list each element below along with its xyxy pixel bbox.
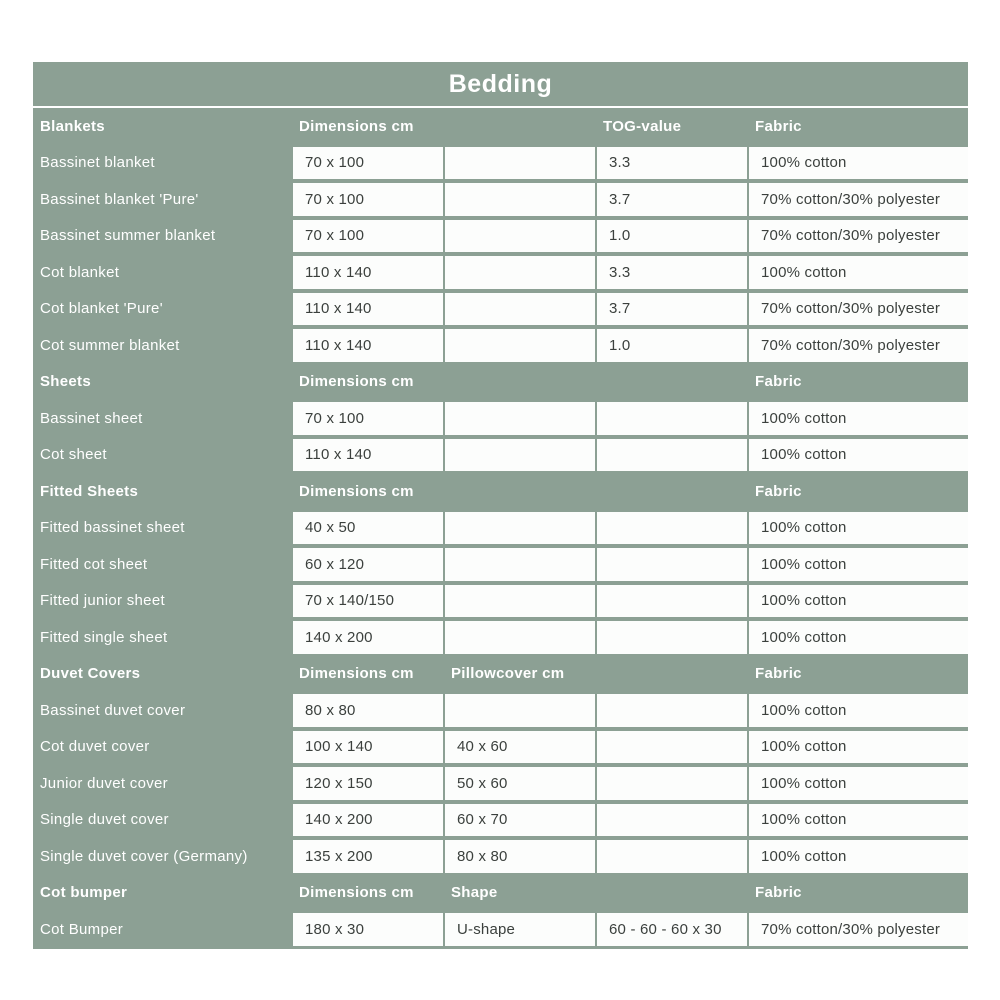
- table-cell: 70 x 100: [293, 147, 443, 180]
- table-cell: 110 x 140: [293, 439, 443, 472]
- column-header: Dimensions cm: [299, 884, 414, 902]
- column-header: Fabric: [755, 373, 802, 391]
- table-cell: [597, 512, 747, 545]
- table-row: [33, 181, 968, 218]
- section-header-fitted-sheets: [33, 473, 968, 510]
- table-cell: [445, 256, 595, 289]
- table-cell: 100% cotton: [749, 731, 968, 764]
- column-header: Fabric: [755, 117, 802, 135]
- section-title: Sheets: [40, 373, 91, 391]
- table-cell: 70 x 140/150: [293, 585, 443, 618]
- table-row: [33, 838, 968, 875]
- row-label: Single duvet cover (Germany): [40, 847, 248, 865]
- column-header: [597, 656, 747, 693]
- row-label: Fitted bassinet sheet: [40, 519, 185, 537]
- table-cell: [445, 183, 595, 216]
- column-header: TOG-value: [603, 117, 682, 135]
- table-cell: 100% cotton: [749, 147, 968, 180]
- table-cell: [597, 402, 747, 435]
- row-label: Bassinet blanket 'Pure': [40, 190, 199, 208]
- bedding-table: [33, 62, 968, 949]
- table-cell: 60 x 120: [293, 548, 443, 581]
- table-cell: 60 x 70: [445, 804, 595, 837]
- table-cell: 1.0: [597, 329, 747, 362]
- column-header: [445, 473, 595, 510]
- table-cell: 100% cotton: [749, 256, 968, 289]
- table-row: [33, 437, 968, 474]
- table-cell: 140 x 200: [293, 804, 443, 837]
- table-cell: 70% cotton/30% polyester: [749, 183, 968, 216]
- table-row: [33, 218, 968, 255]
- table-cell: 70 x 100: [293, 220, 443, 253]
- table-row: [33, 400, 968, 437]
- table-cell: [445, 548, 595, 581]
- column-header: Fabric: [755, 665, 802, 683]
- table-cell: 110 x 140: [293, 256, 443, 289]
- table-cell: [445, 402, 595, 435]
- table-row: [33, 802, 968, 839]
- table-cell: 100% cotton: [749, 804, 968, 837]
- table-cell: [597, 548, 747, 581]
- table-cell: 100% cotton: [749, 548, 968, 581]
- column-header: [445, 364, 595, 401]
- section-header-blankets: [33, 108, 968, 145]
- table-cell: 3.7: [597, 183, 747, 216]
- table-cell: [597, 767, 747, 800]
- table-row: [33, 765, 968, 802]
- row-label: Junior duvet cover: [40, 774, 168, 792]
- row-label: Cot blanket: [40, 263, 120, 281]
- table-cell: 100% cotton: [749, 767, 968, 800]
- table-cell: 70 x 100: [293, 183, 443, 216]
- table-cell: [597, 621, 747, 654]
- column-header: Dimensions cm: [299, 665, 414, 683]
- section-header-sheets: [33, 364, 968, 401]
- column-header: Shape: [451, 884, 498, 902]
- table-cell: 70% cotton/30% polyester: [749, 329, 968, 362]
- table-row: [33, 510, 968, 547]
- table-cell: 80 x 80: [445, 840, 595, 873]
- table-row: [33, 911, 968, 948]
- table-cell: [445, 512, 595, 545]
- table-cell: 70% cotton/30% polyester: [749, 913, 968, 946]
- section-title: Fitted Sheets: [40, 482, 139, 500]
- column-header: [597, 875, 747, 912]
- table-row: [33, 145, 968, 182]
- table-row: [33, 692, 968, 729]
- row-label: Fitted junior sheet: [40, 592, 165, 610]
- row-label: Bassinet summer blanket: [40, 227, 216, 245]
- table-cell: 110 x 140: [293, 293, 443, 326]
- table-cell: 70% cotton/30% polyester: [749, 220, 968, 253]
- table-cell: 120 x 150: [293, 767, 443, 800]
- row-label: Cot sheet: [40, 446, 107, 464]
- table-cell: 100% cotton: [749, 840, 968, 873]
- row-label: Cot Bumper: [40, 920, 124, 938]
- table-row: [33, 254, 968, 291]
- column-header: Fabric: [755, 884, 802, 902]
- column-header: [445, 108, 595, 145]
- table-cell: 70 x 100: [293, 402, 443, 435]
- table-row: [33, 619, 968, 656]
- table-cell: 40 x 50: [293, 512, 443, 545]
- row-label: Cot blanket 'Pure': [40, 300, 163, 318]
- table-cell: [597, 439, 747, 472]
- section-title: Duvet Covers: [40, 665, 141, 683]
- column-header: [597, 473, 747, 510]
- table-cell: 3.3: [597, 147, 747, 180]
- table-cell: 100% cotton: [749, 621, 968, 654]
- table-cell: 100% cotton: [749, 585, 968, 618]
- section-title: Cot bumper: [40, 884, 128, 902]
- table-cell: [597, 804, 747, 837]
- row-label: Cot duvet cover: [40, 738, 150, 756]
- table-cell: [445, 293, 595, 326]
- row-label: Bassinet blanket: [40, 154, 155, 172]
- table-cell: [597, 694, 747, 727]
- table-cell: 180 x 30: [293, 913, 443, 946]
- table-cell: [597, 731, 747, 764]
- table-cell: 110 x 140: [293, 329, 443, 362]
- table-row: [33, 729, 968, 766]
- table-cell: 70% cotton/30% polyester: [749, 293, 968, 326]
- table-cell: 50 x 60: [445, 767, 595, 800]
- table-cell: 140 x 200: [293, 621, 443, 654]
- table-title: Bedding: [448, 69, 553, 98]
- table-cell: 60 - 60 - 60 x 30: [597, 913, 747, 946]
- table-cell: [445, 329, 595, 362]
- table-cell: 80 x 80: [293, 694, 443, 727]
- table-cell: [445, 439, 595, 472]
- table-cell: 3.3: [597, 256, 747, 289]
- row-label: Fitted cot sheet: [40, 555, 148, 573]
- table-row: [33, 327, 968, 364]
- table-cell: 135 x 200: [293, 840, 443, 873]
- column-header: Pillowcover cm: [451, 665, 565, 683]
- column-header: Dimensions cm: [299, 373, 414, 391]
- table-cell: U-shape: [445, 913, 595, 946]
- row-label: Bassinet duvet cover: [40, 701, 186, 719]
- table-cell: [445, 220, 595, 253]
- table-cell: [597, 840, 747, 873]
- table-cell: 100% cotton: [749, 694, 968, 727]
- table-cell: [445, 585, 595, 618]
- column-header: Fabric: [755, 482, 802, 500]
- table-cell: 100% cotton: [749, 402, 968, 435]
- column-header: Dimensions cm: [299, 117, 414, 135]
- row-label: Bassinet sheet: [40, 409, 143, 427]
- row-label: Fitted single sheet: [40, 628, 168, 646]
- table-body: [33, 108, 968, 948]
- row-label: Single duvet cover: [40, 811, 169, 829]
- table-row: [33, 546, 968, 583]
- row-label: Cot summer blanket: [40, 336, 180, 354]
- table-cell: [445, 147, 595, 180]
- table-row: [33, 583, 968, 620]
- column-header: Dimensions cm: [299, 482, 414, 500]
- column-header: [597, 364, 747, 401]
- table-cell: 1.0: [597, 220, 747, 253]
- table-cell: 40 x 60: [445, 731, 595, 764]
- table-cell: 100% cotton: [749, 439, 968, 472]
- table-cell: 3.7: [597, 293, 747, 326]
- section-title: Blankets: [40, 117, 105, 135]
- table-title-bar: [33, 62, 968, 108]
- table-cell: [445, 621, 595, 654]
- table-cell: [445, 694, 595, 727]
- table-cell: 100% cotton: [749, 512, 968, 545]
- table-row: [33, 291, 968, 328]
- table-cell: [597, 585, 747, 618]
- table-cell: 100 x 140: [293, 731, 443, 764]
- section-header-cot-bumper: [33, 875, 968, 912]
- section-header-duvet-covers: [33, 656, 968, 693]
